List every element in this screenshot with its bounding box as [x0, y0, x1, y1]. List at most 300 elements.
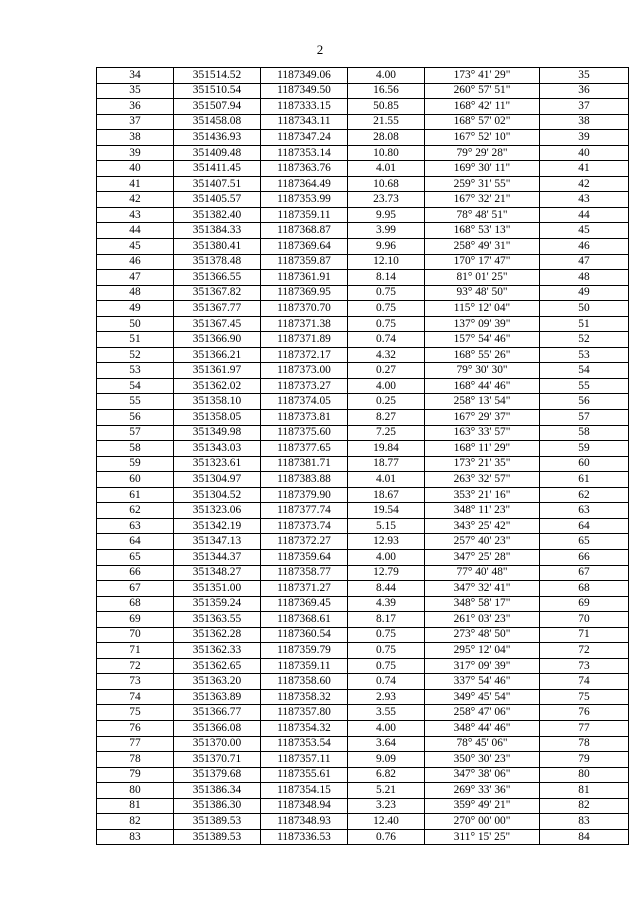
- y-coordinate-cell: 1187373.74: [261, 518, 348, 534]
- point-number-cell: 73: [97, 674, 174, 690]
- distance-cell: 9.09: [348, 752, 425, 768]
- x-coordinate-cell: 351514.52: [174, 68, 261, 84]
- bearing-cell: 269° 33' 36": [425, 783, 540, 799]
- y-coordinate-cell: 1187343.11: [261, 114, 348, 130]
- table-row: [97, 596, 629, 612]
- point-number-cell: 66: [97, 565, 174, 581]
- bearing-cell: 343° 25' 42": [425, 518, 540, 534]
- table-row: [97, 83, 629, 99]
- table-row: [97, 316, 629, 332]
- next-point-cell: 55: [540, 378, 629, 394]
- bearing-cell: 168° 44' 46": [425, 378, 540, 394]
- y-coordinate-cell: 1187364.49: [261, 176, 348, 192]
- point-number-cell: 75: [97, 705, 174, 721]
- table-row: [97, 301, 629, 317]
- bearing-cell: 137° 09' 39": [425, 316, 540, 332]
- table-row: [97, 239, 629, 255]
- next-point-cell: 65: [540, 534, 629, 550]
- bearing-cell: 257° 40' 23": [425, 534, 540, 550]
- point-number-cell: 40: [97, 161, 174, 177]
- table-row: [97, 410, 629, 426]
- next-point-cell: 35: [540, 68, 629, 84]
- next-point-cell: 76: [540, 705, 629, 721]
- table-row: [97, 99, 629, 115]
- bearing-cell: 317° 09' 39": [425, 658, 540, 674]
- coordinates-table: [96, 67, 629, 845]
- x-coordinate-cell: 351367.45: [174, 316, 261, 332]
- point-number-cell: 35: [97, 83, 174, 99]
- point-number-cell: 41: [97, 176, 174, 192]
- bearing-cell: 347° 32' 41": [425, 581, 540, 597]
- distance-cell: 9.95: [348, 207, 425, 223]
- next-point-cell: 78: [540, 736, 629, 752]
- point-number-cell: 48: [97, 285, 174, 301]
- point-number-cell: 37: [97, 114, 174, 130]
- y-coordinate-cell: 1187375.60: [261, 425, 348, 441]
- next-point-cell: 67: [540, 565, 629, 581]
- point-number-cell: 46: [97, 254, 174, 270]
- point-number-cell: 77: [97, 736, 174, 752]
- bearing-cell: 78° 48' 51": [425, 207, 540, 223]
- bearing-cell: 311° 15' 25": [425, 829, 540, 845]
- page-number: 2: [316, 42, 324, 57]
- table-row: [97, 161, 629, 177]
- table-row: [97, 176, 629, 192]
- bearing-cell: 273° 48' 50": [425, 627, 540, 643]
- point-number-cell: 47: [97, 270, 174, 286]
- table-row: [97, 783, 629, 799]
- distance-cell: 4.39: [348, 596, 425, 612]
- x-coordinate-cell: 351378.48: [174, 254, 261, 270]
- table-row: [97, 627, 629, 643]
- bearing-cell: 347° 38' 06": [425, 767, 540, 783]
- table-row: [97, 394, 629, 410]
- point-number-cell: 36: [97, 99, 174, 115]
- x-coordinate-cell: 351407.51: [174, 176, 261, 192]
- point-number-cell: 60: [97, 472, 174, 488]
- table-row: [97, 285, 629, 301]
- x-coordinate-cell: 351323.06: [174, 503, 261, 519]
- y-coordinate-cell: 1187381.71: [261, 456, 348, 472]
- table-row: [97, 441, 629, 457]
- distance-cell: 5.15: [348, 518, 425, 534]
- next-point-cell: 51: [540, 316, 629, 332]
- distance-cell: 19.54: [348, 503, 425, 519]
- next-point-cell: 59: [540, 441, 629, 457]
- table-row: [97, 378, 629, 394]
- table-row: [97, 207, 629, 223]
- y-coordinate-cell: 1187372.17: [261, 347, 348, 363]
- x-coordinate-cell: 351382.40: [174, 207, 261, 223]
- table-row: [97, 534, 629, 550]
- table-row: [97, 270, 629, 286]
- bearing-cell: 157° 54' 46": [425, 332, 540, 348]
- next-point-cell: 75: [540, 689, 629, 705]
- point-number-cell: 76: [97, 720, 174, 736]
- distance-cell: 28.08: [348, 130, 425, 146]
- point-number-cell: 38: [97, 130, 174, 146]
- table-row: [97, 767, 629, 783]
- x-coordinate-cell: 351362.65: [174, 658, 261, 674]
- table-row: [97, 114, 629, 130]
- bearing-cell: 78° 45' 06": [425, 736, 540, 752]
- distance-cell: 3.64: [348, 736, 425, 752]
- distance-cell: 0.75: [348, 285, 425, 301]
- bearing-cell: 337° 54' 46": [425, 674, 540, 690]
- distance-cell: 18.67: [348, 487, 425, 503]
- distance-cell: 16.56: [348, 83, 425, 99]
- y-coordinate-cell: 1187361.91: [261, 270, 348, 286]
- distance-cell: 18.77: [348, 456, 425, 472]
- y-coordinate-cell: 1187349.06: [261, 68, 348, 84]
- bearing-cell: 258° 49' 31": [425, 239, 540, 255]
- next-point-cell: 72: [540, 643, 629, 659]
- point-number-cell: 57: [97, 425, 174, 441]
- distance-cell: 8.27: [348, 410, 425, 426]
- distance-cell: 0.75: [348, 658, 425, 674]
- table-row: [97, 456, 629, 472]
- bearing-cell: 261° 03' 23": [425, 612, 540, 628]
- next-point-cell: 69: [540, 596, 629, 612]
- bearing-cell: 260° 57' 51": [425, 83, 540, 99]
- bearing-cell: 79° 30' 30": [425, 363, 540, 379]
- y-coordinate-cell: 1187377.65: [261, 441, 348, 457]
- distance-cell: 4.00: [348, 68, 425, 84]
- x-coordinate-cell: 351367.77: [174, 301, 261, 317]
- y-coordinate-cell: 1187357.80: [261, 705, 348, 721]
- distance-cell: 12.10: [348, 254, 425, 270]
- next-point-cell: 66: [540, 549, 629, 565]
- distance-cell: 8.14: [348, 270, 425, 286]
- x-coordinate-cell: 351343.03: [174, 441, 261, 457]
- table-row: [97, 68, 629, 84]
- distance-cell: 0.75: [348, 643, 425, 659]
- table-row: [97, 254, 629, 270]
- bearing-cell: 348° 11' 23": [425, 503, 540, 519]
- y-coordinate-cell: 1187371.89: [261, 332, 348, 348]
- x-coordinate-cell: 351366.77: [174, 705, 261, 721]
- bearing-cell: 353° 21' 16": [425, 487, 540, 503]
- bearing-cell: 295° 12' 04": [425, 643, 540, 659]
- y-coordinate-cell: 1187369.45: [261, 596, 348, 612]
- next-point-cell: 37: [540, 99, 629, 115]
- distance-cell: 2.93: [348, 689, 425, 705]
- bearing-cell: 173° 21' 35": [425, 456, 540, 472]
- next-point-cell: 68: [540, 581, 629, 597]
- y-coordinate-cell: 1187353.54: [261, 736, 348, 752]
- x-coordinate-cell: 351348.27: [174, 565, 261, 581]
- point-number-cell: 43: [97, 207, 174, 223]
- distance-cell: 10.68: [348, 176, 425, 192]
- distance-cell: 0.25: [348, 394, 425, 410]
- bearing-cell: 350° 30' 23": [425, 752, 540, 768]
- bearing-cell: 168° 11' 29": [425, 441, 540, 457]
- x-coordinate-cell: 351510.54: [174, 83, 261, 99]
- table-row: [97, 658, 629, 674]
- bearing-cell: 115° 12' 04": [425, 301, 540, 317]
- next-point-cell: 39: [540, 130, 629, 146]
- x-coordinate-cell: 351342.19: [174, 518, 261, 534]
- distance-cell: 0.75: [348, 301, 425, 317]
- bearing-cell: 77° 40' 48": [425, 565, 540, 581]
- y-coordinate-cell: 1187349.50: [261, 83, 348, 99]
- x-coordinate-cell: 351386.30: [174, 798, 261, 814]
- table-row: [97, 798, 629, 814]
- point-number-cell: 65: [97, 549, 174, 565]
- x-coordinate-cell: 351366.55: [174, 270, 261, 286]
- table-row: [97, 192, 629, 208]
- bearing-cell: 347° 25' 28": [425, 549, 540, 565]
- point-number-cell: 34: [97, 68, 174, 84]
- y-coordinate-cell: 1187368.61: [261, 612, 348, 628]
- bearing-cell: 348° 58' 17": [425, 596, 540, 612]
- x-coordinate-cell: 351304.52: [174, 487, 261, 503]
- x-coordinate-cell: 351347.13: [174, 534, 261, 550]
- distance-cell: 12.93: [348, 534, 425, 550]
- point-number-cell: 51: [97, 332, 174, 348]
- distance-cell: 9.96: [348, 239, 425, 255]
- table-row: [97, 643, 629, 659]
- y-coordinate-cell: 1187336.53: [261, 829, 348, 845]
- table-row: [97, 503, 629, 519]
- x-coordinate-cell: 351363.89: [174, 689, 261, 705]
- distance-cell: 8.17: [348, 612, 425, 628]
- y-coordinate-cell: 1187363.76: [261, 161, 348, 177]
- y-coordinate-cell: 1187353.14: [261, 145, 348, 161]
- x-coordinate-cell: 351358.10: [174, 394, 261, 410]
- y-coordinate-cell: 1187371.27: [261, 581, 348, 597]
- table-row: [97, 705, 629, 721]
- bearing-cell: 168° 57' 02": [425, 114, 540, 130]
- x-coordinate-cell: 351361.97: [174, 363, 261, 379]
- next-point-cell: 50: [540, 301, 629, 317]
- x-coordinate-cell: 351389.53: [174, 829, 261, 845]
- next-point-cell: 54: [540, 363, 629, 379]
- x-coordinate-cell: 351507.94: [174, 99, 261, 115]
- next-point-cell: 63: [540, 503, 629, 519]
- point-number-cell: 68: [97, 596, 174, 612]
- next-point-cell: 53: [540, 347, 629, 363]
- distance-cell: 3.99: [348, 223, 425, 239]
- bearing-cell: 258° 13' 54": [425, 394, 540, 410]
- bearing-cell: 170° 17' 47": [425, 254, 540, 270]
- point-number-cell: 58: [97, 441, 174, 457]
- bearing-cell: 167° 52' 10": [425, 130, 540, 146]
- x-coordinate-cell: 351367.82: [174, 285, 261, 301]
- distance-cell: 23.73: [348, 192, 425, 208]
- x-coordinate-cell: 351409.48: [174, 145, 261, 161]
- y-coordinate-cell: 1187347.24: [261, 130, 348, 146]
- point-number-cell: 53: [97, 363, 174, 379]
- x-coordinate-cell: 351411.45: [174, 161, 261, 177]
- point-number-cell: 59: [97, 456, 174, 472]
- y-coordinate-cell: 1187353.99: [261, 192, 348, 208]
- x-coordinate-cell: 351366.90: [174, 332, 261, 348]
- table-row: [97, 829, 629, 845]
- next-point-cell: 57: [540, 410, 629, 426]
- x-coordinate-cell: 351362.02: [174, 378, 261, 394]
- next-point-cell: 77: [540, 720, 629, 736]
- next-point-cell: 49: [540, 285, 629, 301]
- next-point-cell: 36: [540, 83, 629, 99]
- distance-cell: 3.23: [348, 798, 425, 814]
- x-coordinate-cell: 351363.20: [174, 674, 261, 690]
- table-row: [97, 487, 629, 503]
- point-number-cell: 69: [97, 612, 174, 628]
- distance-cell: 0.75: [348, 627, 425, 643]
- coordinates-table-body: [97, 68, 629, 845]
- y-coordinate-cell: 1187371.38: [261, 316, 348, 332]
- x-coordinate-cell: 351363.55: [174, 612, 261, 628]
- point-number-cell: 83: [97, 829, 174, 845]
- point-number-cell: 72: [97, 658, 174, 674]
- next-point-cell: 62: [540, 487, 629, 503]
- table-row: [97, 223, 629, 239]
- table-row: [97, 565, 629, 581]
- y-coordinate-cell: 1187369.64: [261, 239, 348, 255]
- distance-cell: 4.32: [348, 347, 425, 363]
- table-row: [97, 145, 629, 161]
- table-row: [97, 332, 629, 348]
- bearing-cell: 173° 41' 29": [425, 68, 540, 84]
- distance-cell: 0.74: [348, 674, 425, 690]
- point-number-cell: 80: [97, 783, 174, 799]
- x-coordinate-cell: 351362.33: [174, 643, 261, 659]
- y-coordinate-cell: 1187373.27: [261, 378, 348, 394]
- y-coordinate-cell: 1187359.11: [261, 207, 348, 223]
- y-coordinate-cell: 1187333.15: [261, 99, 348, 115]
- point-number-cell: 63: [97, 518, 174, 534]
- bearing-cell: 348° 44' 46": [425, 720, 540, 736]
- x-coordinate-cell: 351405.57: [174, 192, 261, 208]
- distance-cell: 19.84: [348, 441, 425, 457]
- table-row: [97, 363, 629, 379]
- bearing-cell: 168° 42' 11": [425, 99, 540, 115]
- x-coordinate-cell: 351349.98: [174, 425, 261, 441]
- distance-cell: 21.55: [348, 114, 425, 130]
- x-coordinate-cell: 351358.05: [174, 410, 261, 426]
- bearing-cell: 79° 29' 28": [425, 145, 540, 161]
- next-point-cell: 45: [540, 223, 629, 239]
- point-number-cell: 82: [97, 814, 174, 830]
- x-coordinate-cell: 351458.08: [174, 114, 261, 130]
- bearing-cell: 167° 32' 21": [425, 192, 540, 208]
- y-coordinate-cell: 1187368.87: [261, 223, 348, 239]
- point-number-cell: 54: [97, 378, 174, 394]
- distance-cell: 6.82: [348, 767, 425, 783]
- y-coordinate-cell: 1187354.15: [261, 783, 348, 799]
- table-row: [97, 581, 629, 597]
- point-number-cell: 44: [97, 223, 174, 239]
- point-number-cell: 71: [97, 643, 174, 659]
- next-point-cell: 83: [540, 814, 629, 830]
- next-point-cell: 58: [540, 425, 629, 441]
- x-coordinate-cell: 351304.97: [174, 472, 261, 488]
- x-coordinate-cell: 351370.00: [174, 736, 261, 752]
- bearing-cell: 359° 49' 21": [425, 798, 540, 814]
- next-point-cell: 42: [540, 176, 629, 192]
- bearing-cell: 168° 53' 13": [425, 223, 540, 239]
- distance-cell: 4.01: [348, 161, 425, 177]
- x-coordinate-cell: 351351.00: [174, 581, 261, 597]
- bearing-cell: 163° 33' 57": [425, 425, 540, 441]
- table-row: [97, 674, 629, 690]
- next-point-cell: 73: [540, 658, 629, 674]
- y-coordinate-cell: 1187358.77: [261, 565, 348, 581]
- next-point-cell: 80: [540, 767, 629, 783]
- y-coordinate-cell: 1187377.74: [261, 503, 348, 519]
- distance-cell: 0.76: [348, 829, 425, 845]
- bearing-cell: 263° 32' 57": [425, 472, 540, 488]
- point-number-cell: 56: [97, 410, 174, 426]
- x-coordinate-cell: 351389.53: [174, 814, 261, 830]
- x-coordinate-cell: 351436.93: [174, 130, 261, 146]
- next-point-cell: 60: [540, 456, 629, 472]
- y-coordinate-cell: 1187348.93: [261, 814, 348, 830]
- point-number-cell: 64: [97, 534, 174, 550]
- next-point-cell: 46: [540, 239, 629, 255]
- point-number-cell: 78: [97, 752, 174, 768]
- next-point-cell: 70: [540, 612, 629, 628]
- x-coordinate-cell: 351380.41: [174, 239, 261, 255]
- table-row: [97, 814, 629, 830]
- point-number-cell: 42: [97, 192, 174, 208]
- next-point-cell: 52: [540, 332, 629, 348]
- y-coordinate-cell: 1187359.64: [261, 549, 348, 565]
- distance-cell: 4.00: [348, 720, 425, 736]
- distance-cell: 5.21: [348, 783, 425, 799]
- point-number-cell: 52: [97, 347, 174, 363]
- distance-cell: 0.74: [348, 332, 425, 348]
- bearing-cell: 169° 30' 11": [425, 161, 540, 177]
- point-number-cell: 45: [97, 239, 174, 255]
- y-coordinate-cell: 1187348.94: [261, 798, 348, 814]
- bearing-cell: 168° 55' 26": [425, 347, 540, 363]
- point-number-cell: 67: [97, 581, 174, 597]
- distance-cell: 4.00: [348, 378, 425, 394]
- x-coordinate-cell: 351379.68: [174, 767, 261, 783]
- next-point-cell: 71: [540, 627, 629, 643]
- y-coordinate-cell: 1187359.87: [261, 254, 348, 270]
- table-row: [97, 518, 629, 534]
- bearing-cell: 258° 47' 06": [425, 705, 540, 721]
- x-coordinate-cell: 351370.71: [174, 752, 261, 768]
- y-coordinate-cell: 1187383.88: [261, 472, 348, 488]
- point-number-cell: 70: [97, 627, 174, 643]
- next-point-cell: 48: [540, 270, 629, 286]
- next-point-cell: 40: [540, 145, 629, 161]
- next-point-cell: 41: [540, 161, 629, 177]
- y-coordinate-cell: 1187354.32: [261, 720, 348, 736]
- x-coordinate-cell: 351344.37: [174, 549, 261, 565]
- distance-cell: 50.85: [348, 99, 425, 115]
- next-point-cell: 47: [540, 254, 629, 270]
- table-row: [97, 736, 629, 752]
- point-number-cell: 79: [97, 767, 174, 783]
- y-coordinate-cell: 1187372.27: [261, 534, 348, 550]
- table-row: [97, 549, 629, 565]
- next-point-cell: 64: [540, 518, 629, 534]
- x-coordinate-cell: 351362.28: [174, 627, 261, 643]
- y-coordinate-cell: 1187358.32: [261, 689, 348, 705]
- next-point-cell: 81: [540, 783, 629, 799]
- x-coordinate-cell: 351359.24: [174, 596, 261, 612]
- next-point-cell: 79: [540, 752, 629, 768]
- next-point-cell: 82: [540, 798, 629, 814]
- distance-cell: 8.44: [348, 581, 425, 597]
- table-row: [97, 472, 629, 488]
- distance-cell: 10.80: [348, 145, 425, 161]
